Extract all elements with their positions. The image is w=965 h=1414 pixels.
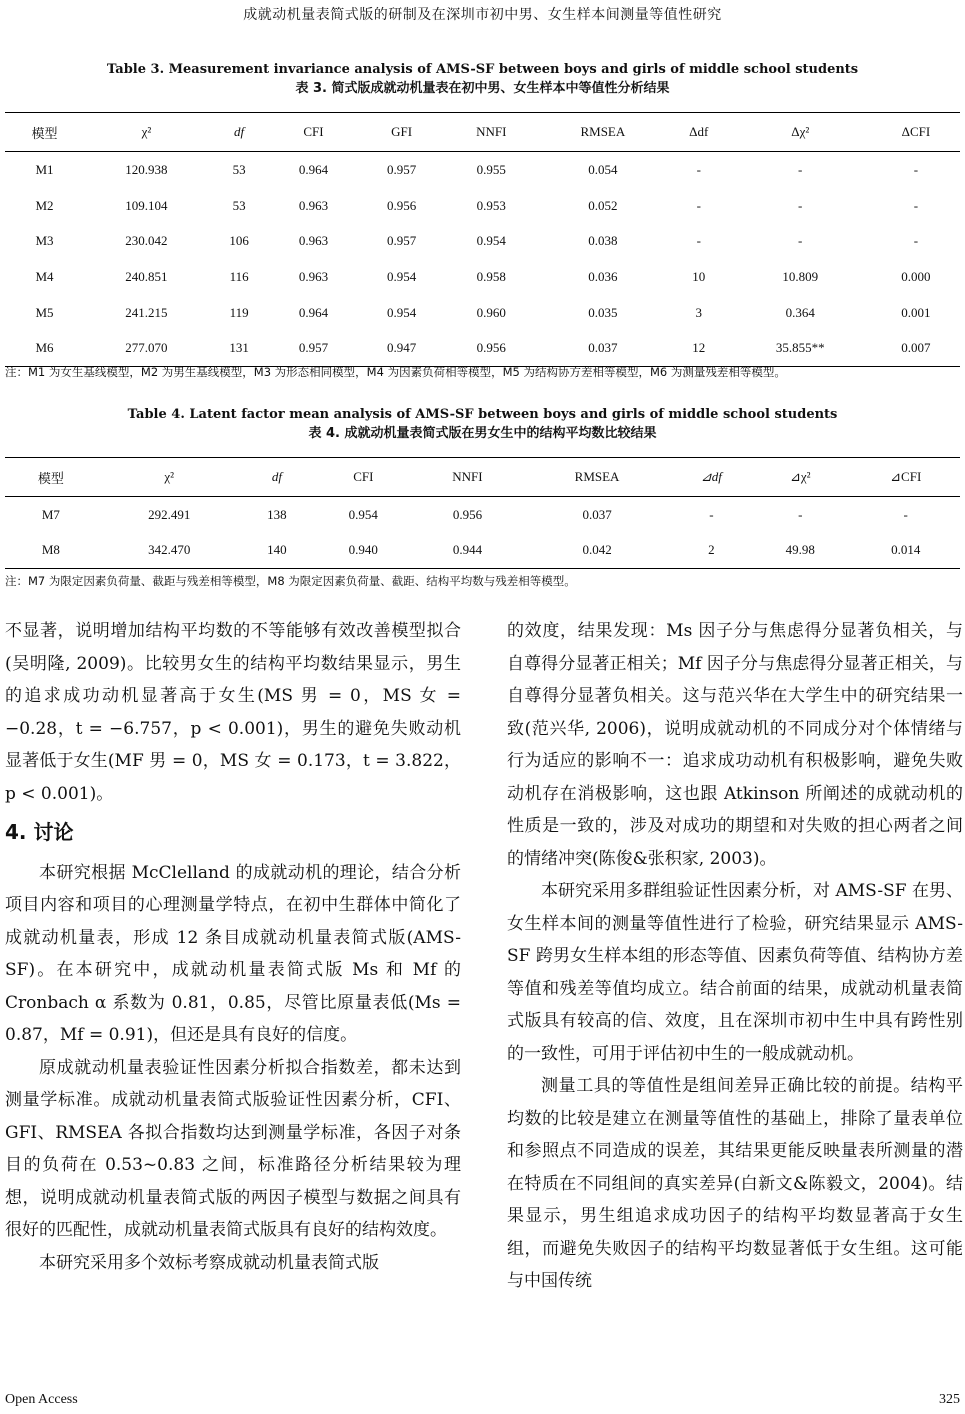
table-cell: 0.955 [476, 161, 506, 177]
right-column [507, 615, 963, 1298]
table-cell: 116 [229, 268, 249, 284]
footer-journal: Open Access [5, 1392, 78, 1407]
table-cell: - [709, 506, 714, 522]
table-cell: 0.054 [588, 161, 618, 177]
column-header: 模型 [5, 458, 97, 497]
table-cell: 0.956 [452, 506, 483, 522]
table4-caption-zh: 表 4. 成就动机量表简式版在男女生中的结构平均数比较结果 [308, 426, 657, 441]
table-cell: M5 [35, 304, 54, 320]
table-cell: 0.957 [386, 233, 417, 249]
table-cell: 0.052 [588, 197, 618, 213]
table-cell: 0.037 [537, 330, 669, 366]
table-cell: 230.042 [125, 233, 168, 249]
table-cell: 0.038 [588, 233, 618, 249]
table-cell: 0.007 [872, 330, 960, 366]
column-header: CFI [269, 113, 357, 152]
table-cell: 0.947 [358, 330, 446, 366]
table-cell: 0.036 [588, 268, 618, 284]
table-cell: M3 [35, 233, 54, 249]
table-cell: 0.964 [298, 161, 329, 177]
paragraph: 的效度，结果发现：Ms 因子分与焦虑得分显著负相关，与自尊得分显著正相关；Mf 因子分与焦虑得分显著正相关，与自尊得分显著负相关。这与范兴华在大学生中的研究结果一致(范兴华, 2006)，说明成就动机的不同成分对个体情绪与行为适应的影响不一：追求成功动机有积极影响，避免失败动机存在消极影响，这也跟 Atkinson 所阐述的成就动机的性质是一致的，涉及对成功的期望和对失败的担心两者之间的情绪冲突(陈俊&张积家, 2003)。 [507, 621, 963, 869]
table-cell: 342.470 [97, 533, 242, 569]
table-cell: 292.491 [148, 506, 191, 522]
paragraph: 本研究采用多个效标考察成就动机量表简式版 [39, 1252, 379, 1273]
table3-caption-zh: 表 3. 简式版成就动机量表在初中男、女生样本中等值性分析结果 [295, 81, 670, 96]
table-cell: 277.070 [84, 330, 209, 366]
column-header: df [209, 113, 270, 152]
table4-note: 注：M7 为限定因素负荷量、截距与残差相等模型，M8 为限定因素负荷量、截距、结构平均数与残差相等模型。 [5, 574, 576, 588]
table-cell: 0.954 [476, 233, 506, 249]
table-cell: - [903, 506, 908, 522]
table-cell: 0.042 [520, 533, 673, 569]
table-cell: 0.954 [348, 506, 378, 522]
table-cell: M8 [5, 533, 97, 569]
table-cell: - [798, 197, 803, 213]
column-header: ⊿df [674, 458, 749, 497]
table-cell: 0.963 [298, 197, 329, 213]
table-row [5, 223, 960, 259]
paragraph: 不显著，说明增加结构平均数的不等能够有效改善模型拟合(吴明隆, 2009)。比较男女生的结构平均数结果显示，男生的追求成功动机显著高于女生(MS 男 = 0，MS 女 = −0.28，t = −6.757，p < 0.001)，男生的避免失败动机显著低于女生(MF 男 = 0，MS 女 = 0.173，t = 3.822，p < 0.001)。 [5, 621, 461, 804]
table-cell: M7 [41, 506, 60, 522]
table-cell: 0.944 [414, 533, 520, 569]
table-cell: 0.964 [298, 304, 329, 320]
table-cell: 0.956 [446, 330, 537, 366]
paragraph: 原成就动机量表验证性因素分析拟合指数差，都未达到测量学标准。成就动机量表简式版验证性因素分析，CFI、GFI、RMSEA 各拟合指数均达到测量学标准，各因子对条目的负荷在 0.53~0.83 之间，标准路径分析结果较为理想，说明成就动机量表简式版的两因子模型与数据之间具有很好的匹配性，成就动机量表简式版具有良好的结构效度。 [5, 1057, 461, 1240]
table-cell: 0.963 [298, 233, 329, 249]
table-cell: 0.940 [312, 533, 414, 569]
table-cell: 0.956 [386, 197, 417, 213]
table-cell: 138 [267, 506, 287, 522]
column-header: 模型 [5, 113, 84, 152]
table-cell: 106 [229, 233, 249, 249]
column-header: RMSEA [520, 458, 673, 497]
table-row [5, 188, 960, 224]
table-cell: 109.104 [125, 197, 168, 213]
paragraph: 测量工具的等值性是组间差异正确比较的前提。结构平均数的比较是建立在测量等值性的基础上，排除了量表单位和参照点不同造成的误差，其结果更能反映量表所测量的潜在特质在不同组间的真实差异(白新文&陈毅文，2004)。结果显示，男生组追求成功因子的结构平均数显著高于女生组，而避免失败因子的结构平均数显著低于女生组。这可能与中国传统 [507, 1076, 963, 1291]
table-cell: 0.037 [582, 506, 612, 522]
column-header: χ² [97, 458, 242, 497]
table-cell: - [798, 506, 803, 522]
table-cell: 53 [232, 197, 246, 213]
table-cell: - [913, 233, 919, 249]
table-cell: 2 [674, 533, 749, 569]
table3-header-row [5, 113, 960, 152]
table-row [5, 330, 960, 366]
table-cell: 0.014 [851, 533, 960, 569]
column-header: ⊿χ² [749, 458, 851, 497]
table4-header-row [5, 458, 960, 497]
table-cell: 12 [669, 330, 729, 366]
table-cell: - [696, 197, 701, 213]
column-header: GFI [358, 113, 446, 152]
table-cell: 0.963 [298, 268, 329, 284]
table-cell: - [798, 233, 803, 249]
table3-caption-en: Table 3. Measurement invariance analysis of AMS-SF between boys and girls of middle school students [106, 62, 859, 77]
column-header: NNFI [446, 113, 537, 152]
table-cell: 10 [692, 268, 706, 284]
left-column [5, 615, 461, 1279]
paragraph: 本研究采用多群组验证性因素分析，对 AMS-SF 在男、女生样本间的测量等值性进行了检验，研究结果显示 AMS-SF 跨男女生样本组的形态等值、因素负荷等值、结构协方差等值和残差等值均成立。结合前面的结果，成就动机量表简式版具有较高的信、效度，且在深圳市初中生中具有跨性别的一致性，可用于评估初中生的一般成就动机。 [507, 881, 963, 1064]
table4-caption-en: Table 4. Latent factor mean analysis of AMS-SF between boys and girls of middle school students [127, 407, 838, 422]
table-cell: - [696, 161, 701, 177]
table3 [5, 112, 960, 367]
table-cell: 49.98 [749, 533, 851, 569]
column-header: Δdf [669, 113, 729, 152]
paragraph: 本研究根据 McClelland 的成就动机的理论，结合分析项目内容和项目的心理测量学特点，在初中生群体中简化了成就动机量表，形成 12 条目成就动机量表简式版(AMS-SF)。在本研究中，成就动机量表简式版 Ms 和 Mf 的 Cronbach α 系数为 0.81，0.85，尽管比原量表低(Ms = 0.87，Mf = 0.91)，但还是具有良好的信度。 [5, 862, 461, 1045]
table-cell: M2 [35, 197, 54, 213]
table-cell: 0.957 [269, 330, 357, 366]
table-cell: 0.954 [386, 268, 417, 284]
table-cell: M4 [35, 268, 54, 284]
table-row [5, 497, 960, 533]
table-cell: M6 [5, 330, 84, 366]
table-row [5, 295, 960, 331]
table-row [5, 152, 960, 188]
table-cell: - [798, 161, 803, 177]
table-cell: 0.958 [476, 268, 506, 284]
table-cell: 0.960 [476, 304, 506, 320]
column-header: CFI [312, 458, 414, 497]
table-cell: 131 [209, 330, 270, 366]
page-number: 325 [939, 1392, 960, 1407]
section-heading: 4. 讨论 [5, 820, 74, 844]
table-cell: 240.851 [125, 268, 168, 284]
table-cell: - [913, 161, 919, 177]
table-cell: 35.855** [729, 330, 872, 366]
table3-caption [0, 60, 965, 98]
table-cell: 0.000 [901, 268, 931, 284]
table3-note: 注：M1 为女生基线模型，M2 为男生基线模型，M3 为形态相同模型，M4 为因素负荷相等模型，M5 为结构协方差相等模型，M6 为测量残差相等模型。 [5, 365, 786, 379]
table-cell: 0.001 [901, 304, 931, 320]
column-header: ⊿CFI [851, 458, 960, 497]
table4-caption [0, 405, 965, 443]
table-cell: 241.215 [125, 304, 168, 320]
table-cell: 0.364 [785, 304, 815, 320]
table-cell: M1 [35, 161, 54, 177]
column-header: NNFI [414, 458, 520, 497]
table-cell: 3 [695, 304, 702, 320]
column-header: df [242, 458, 312, 497]
table-cell: 0.954 [386, 304, 417, 320]
table-cell: 10.809 [782, 268, 819, 284]
column-header: χ² [84, 113, 209, 152]
column-header: ΔCFI [872, 113, 960, 152]
table-cell: - [696, 233, 701, 249]
table4 [5, 457, 960, 569]
column-header: RMSEA [537, 113, 669, 152]
table-cell: 0.957 [386, 161, 417, 177]
table-cell: 53 [232, 161, 246, 177]
table-cell: 140 [242, 533, 312, 569]
running-head: 成就动机量表简式版的研制及在深圳市初中男、女生样本间测量等值性研究 [243, 7, 722, 23]
table-row [5, 533, 960, 569]
table-cell: 120.938 [125, 161, 168, 177]
table-cell: 119 [229, 304, 249, 320]
table-cell: - [913, 197, 919, 213]
table-cell: 0.953 [476, 197, 506, 213]
table-row [5, 259, 960, 295]
column-header: Δχ² [729, 113, 872, 152]
table-cell: 0.035 [588, 304, 618, 320]
